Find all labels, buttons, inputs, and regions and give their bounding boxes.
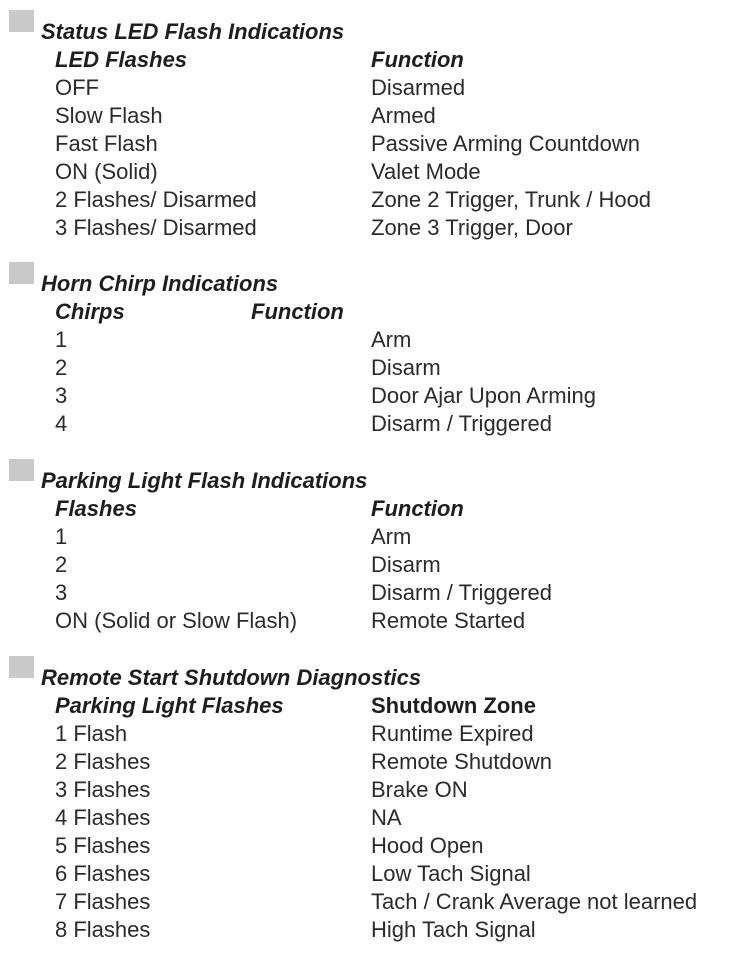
section-title: Remote Start Shutdown Diagnostics <box>41 665 422 690</box>
table-row <box>0 860 737 888</box>
table-row <box>0 832 737 860</box>
cell-function: Zone 2 Trigger, Trunk / Hood <box>371 187 652 212</box>
section-title: Horn Chirp Indications <box>41 271 279 296</box>
cell-shutdown-zone: Low Tach Signal <box>371 861 531 886</box>
cell-function: Disarm / Triggered <box>371 411 552 436</box>
table-row <box>0 410 737 438</box>
cell-led-flashes: Slow Flash <box>55 103 163 128</box>
cell-chirps: 4 <box>55 411 68 436</box>
cell-led-flashes: OFF <box>55 75 99 100</box>
cell-chirps: 1 <box>55 327 68 352</box>
section-title: Status LED Flash Indications <box>41 19 345 44</box>
table-row <box>0 158 737 186</box>
table-row <box>0 776 737 804</box>
cell-parking-light-flashes: 7 Flashes <box>55 889 151 914</box>
column-header-shutdown-zone: Shutdown Zone <box>371 693 536 718</box>
table-row <box>0 888 737 916</box>
column-header-led-flashes: LED Flashes <box>55 47 188 72</box>
cell-led-flashes: ON (Solid) <box>55 159 158 184</box>
table-row <box>0 186 737 214</box>
table-row <box>0 354 737 382</box>
table-row <box>0 607 737 635</box>
cell-function: Disarm <box>371 552 441 577</box>
column-header-parking-light-flashes: Parking Light Flashes <box>55 693 284 718</box>
cell-parking-light-flashes: 2 Flashes <box>55 749 151 774</box>
cell-function: Arm <box>371 327 412 352</box>
cell-chirps: 3 <box>55 383 68 408</box>
table-row <box>0 523 737 551</box>
table-row <box>0 102 737 130</box>
table-row <box>0 130 737 158</box>
cell-function: Door Ajar Upon Arming <box>371 383 596 408</box>
table-row <box>0 748 737 776</box>
table-row <box>0 579 737 607</box>
section-bullet-icon <box>9 656 34 678</box>
table-row <box>0 551 737 579</box>
cell-function: Disarm <box>371 355 441 380</box>
cell-parking-light-flashes: 5 Flashes <box>55 833 151 858</box>
section-title: Parking Light Flash Indications <box>41 468 368 493</box>
column-header-function: Function <box>371 47 464 72</box>
cell-parking-light-flashes: 3 Flashes <box>55 777 151 802</box>
cell-flashes: 2 <box>55 552 68 577</box>
column-header-function: Function <box>371 496 464 521</box>
cell-function: Disarm / Triggered <box>371 580 552 605</box>
cell-function: Passive Arming Countdown <box>371 131 641 156</box>
cell-led-flashes: Fast Flash <box>55 131 158 156</box>
section-bullet-icon <box>9 262 34 284</box>
cell-shutdown-zone: NA <box>371 805 402 830</box>
cell-parking-light-flashes: 8 Flashes <box>55 917 151 942</box>
cell-shutdown-zone: Brake ON <box>371 777 468 802</box>
table-row <box>0 720 737 748</box>
cell-function: Remote Started <box>371 608 526 633</box>
table-row <box>0 804 737 832</box>
cell-function: Arm <box>371 524 412 549</box>
cell-flashes: 3 <box>55 580 68 605</box>
cell-flashes: 1 <box>55 524 68 549</box>
table-row <box>0 382 737 410</box>
section-bullet-icon <box>9 10 34 32</box>
cell-flashes: ON (Solid or Slow Flash) <box>55 608 298 633</box>
table-row <box>0 74 737 102</box>
cell-function: Disarmed <box>371 75 466 100</box>
table-row <box>0 916 737 944</box>
cell-parking-light-flashes: 4 Flashes <box>55 805 151 830</box>
table-row <box>0 214 737 242</box>
cell-function: Armed <box>371 103 436 128</box>
section-bullet-icon <box>9 459 34 481</box>
cell-function: Zone 3 Trigger, Door <box>371 215 573 240</box>
cell-shutdown-zone: High Tach Signal <box>371 917 536 942</box>
table-row <box>0 326 737 354</box>
cell-shutdown-zone: Remote Shutdown <box>371 749 552 774</box>
cell-shutdown-zone: Hood Open <box>371 833 484 858</box>
cell-shutdown-zone: Runtime Expired <box>371 721 534 746</box>
cell-shutdown-zone: Tach / Crank Average not learned <box>371 889 698 914</box>
cell-parking-light-flashes: 1 Flash <box>55 721 128 746</box>
cell-led-flashes: 3 Flashes/ Disarmed <box>55 215 257 240</box>
cell-function: Valet Mode <box>371 159 481 184</box>
column-header-flashes: Flashes <box>55 496 137 521</box>
column-header-chirps: Chirps <box>55 299 125 324</box>
cell-led-flashes: 2 Flashes/ Disarmed <box>55 187 257 212</box>
column-header-function: Function <box>251 299 344 324</box>
cell-parking-light-flashes: 6 Flashes <box>55 861 151 886</box>
cell-chirps: 2 <box>55 355 68 380</box>
